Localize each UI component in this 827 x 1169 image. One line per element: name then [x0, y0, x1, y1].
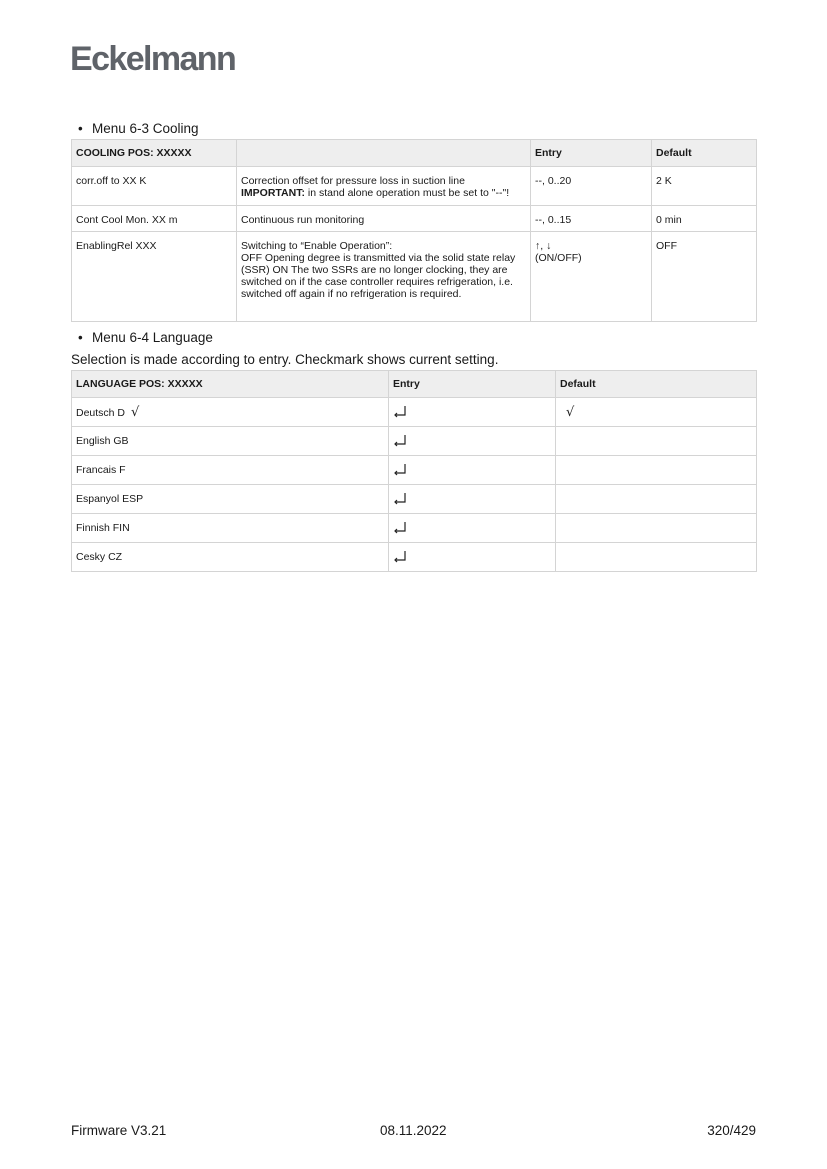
footer-date: 08.11.2022 [380, 1123, 447, 1138]
description-line: Switching to “Enable Operation”: [241, 240, 393, 252]
entry-range: --, 0..15 [531, 206, 652, 232]
language-name: Finnish FIN [76, 522, 130, 534]
enter-key-icon [393, 406, 551, 418]
parameter-name: corr.off to XX K [72, 167, 237, 206]
section-heading-cooling [78, 121, 199, 136]
enter-key-icon [393, 493, 551, 505]
table-header-row [72, 140, 757, 167]
important-label: IMPORTANT: [241, 187, 305, 199]
parameter-description [237, 232, 531, 322]
cooling-table [71, 139, 757, 322]
default-value: OFF [652, 232, 757, 322]
description-line: OFF Opening degree is transmitted via the solid state relay (SSR) ON The two SSRs are no longer clocking, they are switched on if the case controller requires refrigeration, i.e. switched off again if no refrigeration is required. [241, 252, 516, 300]
language-intro-text: Selection is made according to entry. Checkmark shows current setting. [71, 352, 499, 367]
language-table [71, 370, 757, 572]
language-name-cell [72, 514, 389, 543]
default-cell [556, 456, 757, 485]
table-row [72, 206, 757, 232]
column-header [237, 140, 531, 167]
entry-cell [389, 398, 556, 427]
language-name: Espanyol ESP [76, 493, 144, 505]
section-heading-language [78, 330, 213, 345]
language-name: English GB [76, 435, 129, 447]
language-name-cell [72, 427, 389, 456]
column-header: Entry [389, 371, 556, 398]
entry-cell [389, 485, 556, 514]
parameter-description [237, 167, 531, 206]
default-value: 0 min [652, 206, 757, 232]
footer-firmware: Firmware V3.21 [71, 1123, 167, 1138]
default-cell [556, 514, 757, 543]
language-name-cell [72, 456, 389, 485]
description-line: in stand alone operation must be set to "--"! [304, 187, 510, 199]
description-line: Correction offset for pressure loss in suction line [241, 175, 465, 187]
default-cell [556, 485, 757, 514]
checkmark-icon: √ [131, 404, 140, 420]
enter-key-icon [393, 464, 551, 476]
bullet-icon: • [78, 121, 83, 136]
column-header: COOLING POS: XXXXX [72, 140, 237, 167]
bullet-icon: • [78, 330, 83, 345]
enter-key-icon [393, 551, 551, 563]
entry-range [531, 232, 652, 322]
language-name-cell [72, 543, 389, 572]
table-row [72, 427, 757, 456]
table-row [72, 232, 757, 322]
checkmark-icon: √ [566, 404, 575, 420]
parameter-name: EnablingRel XXX [72, 232, 237, 322]
language-name: Cesky CZ [76, 551, 123, 563]
language-name: Deutsch D [76, 406, 126, 419]
table-row [72, 485, 757, 514]
default-cell [556, 427, 757, 456]
cooling-heading: Menu 6-3 Cooling [92, 121, 199, 136]
company-logo: Eckelmann [70, 40, 236, 78]
default-cell [556, 543, 757, 572]
enter-key-icon [393, 522, 551, 534]
entry-range: --, 0..20 [531, 167, 652, 206]
enter-key-icon [393, 435, 551, 447]
table-row [72, 167, 757, 206]
up-down-arrows-icon: ↑, ↓ [535, 240, 552, 252]
language-heading: Menu 6-4 Language [92, 330, 213, 345]
entry-cell [389, 456, 556, 485]
entry-options: (ON/OFF) [535, 252, 582, 264]
default-cell [556, 398, 757, 427]
table-row [72, 543, 757, 572]
table-row [72, 398, 757, 427]
table-row [72, 456, 757, 485]
default-value: 2 K [652, 167, 757, 206]
footer-page-number: 320/429 [707, 1123, 756, 1138]
column-header: Entry [531, 140, 652, 167]
table-header-row [72, 371, 757, 398]
entry-cell [389, 543, 556, 572]
entry-cell [389, 514, 556, 543]
parameter-name: Cont Cool Mon. XX m [72, 206, 237, 232]
column-header: Default [556, 371, 757, 398]
language-name: Francais F [76, 464, 126, 476]
column-header: LANGUAGE POS: XXXXX [72, 371, 389, 398]
table-row [72, 514, 757, 543]
column-header: Default [652, 140, 757, 167]
parameter-description: Continuous run monitoring [237, 206, 531, 232]
entry-cell [389, 427, 556, 456]
language-name-cell [72, 398, 389, 427]
language-name-cell [72, 485, 389, 514]
